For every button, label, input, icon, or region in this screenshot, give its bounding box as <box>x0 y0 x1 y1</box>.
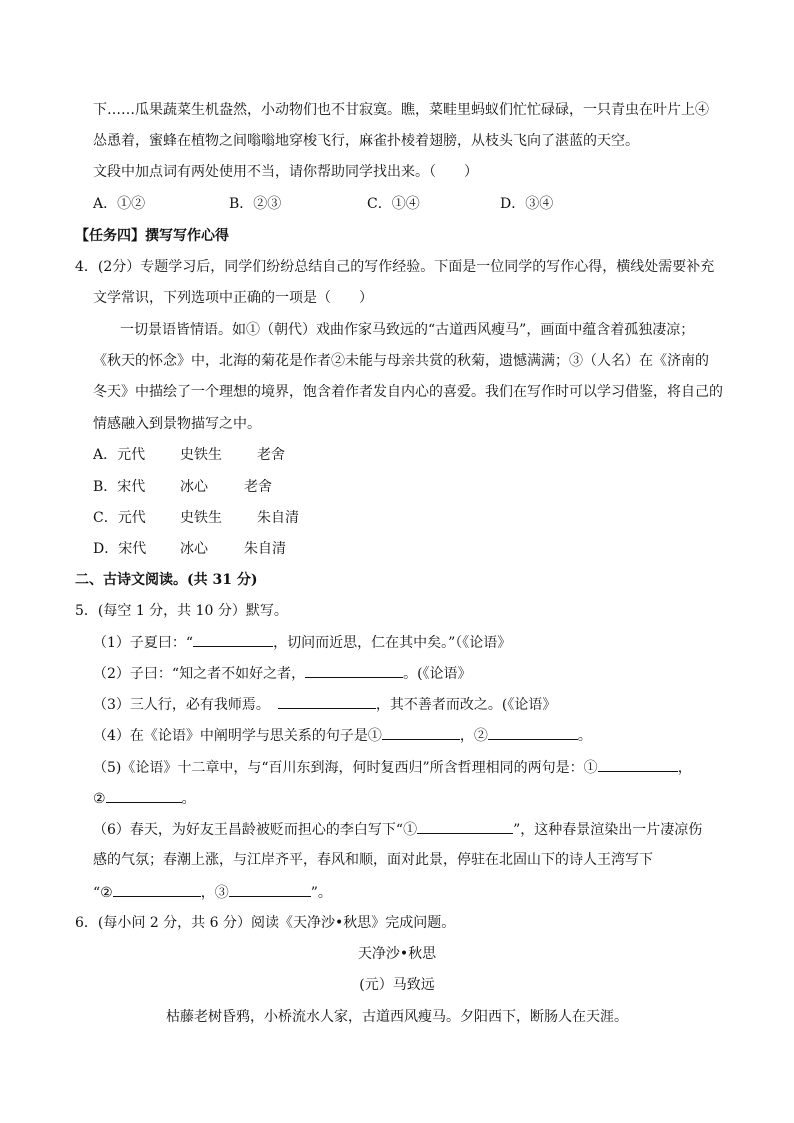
q4-option-d-author: 冰心 <box>180 541 208 557</box>
poem-title: 天净沙•秋思 <box>357 946 437 962</box>
q4-option-b-era: B．宋代 <box>93 479 146 495</box>
reflection-line-3: 冬天》中描绘了一个理想的境界，饱含着作者发自内心的喜爱。我们在写作时可以学习借鉴，将自己的 <box>93 384 723 400</box>
q4-option-b-name: 老舍 <box>244 479 272 495</box>
answer-blank[interactable] <box>417 819 513 834</box>
passage-line-1: 下……瓜果蔬菜生机盎然，小动物们也不甘寂寞。瞧，菜畦里蚂蚁们忙忙碌碌，一只青虫在叶片上④ <box>93 102 709 118</box>
q4-option-b-author: 冰心 <box>180 479 208 495</box>
q5-item-2: （2）子曰：“知之者不如好之者， 。(《论语》 <box>93 663 472 684</box>
question-5-heading: 5．(每空 1 分，共 10 分）默写。 <box>75 603 288 619</box>
passage-line-2: 怂恿着，蜜蜂在植物之间嗡嗡地穿梭飞行，麻雀扑棱着翅膀，从枝头飞向了湛蓝的天空。 <box>93 133 639 149</box>
reflection-line-4: 情感融入到景物描写之中。 <box>93 416 261 432</box>
q5-item-5-line-1: （5)《论语》十二章中，与“百川东到海，何时复西归”所含哲理相同的两句是：① ， <box>93 757 692 778</box>
option-d: D．③④ <box>500 196 554 212</box>
question-4-line-2: 文学常识，下列选项中正确的一项是（ ） <box>93 290 373 306</box>
question-6-heading: 6．(每小问 2 分，共 6 分）阅读《天净沙•秋思》完成问题。 <box>75 915 456 931</box>
q4-option-a-name: 老舍 <box>257 447 285 463</box>
question-3-prompt: 文段中加点词有两处使用不当，请你帮助同学找出来。（ ） <box>93 164 478 180</box>
q4-option-c-name: 朱自清 <box>257 510 299 526</box>
q5-item-6-line-3: “② ，③ ”。 <box>93 882 332 903</box>
poem-author: (元）马致远 <box>359 977 435 993</box>
poem-text: 枯藤老树昏鸦，小桥流水人家，古道西风瘦马。夕阳西下，断肠人在天涯。 <box>166 1009 628 1025</box>
q4-option-d-name: 朱自清 <box>244 541 286 557</box>
answer-blank[interactable] <box>488 725 578 740</box>
section-two-heading: 二、古诗文阅读。(共 31 分) <box>75 572 258 588</box>
q4-option-c-author: 史铁生 <box>180 510 222 526</box>
q5-item-6-line-1: （6）春天，为好友王昌龄被贬而担心的李白写下“① ”，这种春景渲染出一片凄凉伤 <box>93 819 702 840</box>
option-a: A．①② <box>93 196 146 212</box>
answer-blank[interactable] <box>106 788 182 803</box>
question-4-line-1: 4．(2分）专题学习后，同学们纷纷总结自己的写作经验。下面是一位同学的写作心得，横线处需要补充 <box>75 259 715 275</box>
q5-item-4: （4）在《论语》中阐明学与思关系的句子是① ，② 。 <box>93 725 592 746</box>
q5-item-1: （1）子夏曰：“ ，切问而近思，仁在其中矣。”（《论语》 <box>93 632 511 653</box>
reflection-line-2: 《秋天的怀念》中，北海的菊花是作者②未能与母亲共赏的秋菊，遗憾满满；③（人名）在《济南的 <box>93 353 709 369</box>
option-c: C．①④ <box>367 196 420 212</box>
task-four-heading: 【任务四】撰写写作心得 <box>75 228 229 244</box>
answer-blank[interactable] <box>193 632 273 647</box>
answer-blank[interactable] <box>382 725 460 740</box>
answer-blank[interactable] <box>598 757 678 772</box>
q4-option-d-era: D．宋代 <box>93 541 147 557</box>
q5-item-5-line-2: ② 。 <box>93 788 196 809</box>
answer-blank[interactable] <box>229 882 311 897</box>
q4-option-a-era: A．元代 <box>93 447 146 463</box>
q4-option-a-author: 史铁生 <box>180 447 222 463</box>
option-b: B．②③ <box>229 196 282 212</box>
answer-blank[interactable] <box>113 882 201 897</box>
q5-item-6-line-2: 感的气氛；春潮上涨，与江岸齐平，春风和顺，面对此景，停驻在北固山下的诗人王湾写下 <box>93 852 653 868</box>
answer-blank[interactable] <box>305 663 403 678</box>
q5-item-3: （3）三人行，必有我师焉。 ，其不善者而改之。(《论语》 <box>93 694 556 715</box>
q4-option-c-era: C．元代 <box>93 510 146 526</box>
reflection-line-1: 一切景语皆情语。如①（朝代）戏曲作家马致远的“古道西风瘦马”，画面中蕴含着孤独凄凉； <box>120 322 695 338</box>
answer-blank[interactable] <box>278 694 376 709</box>
